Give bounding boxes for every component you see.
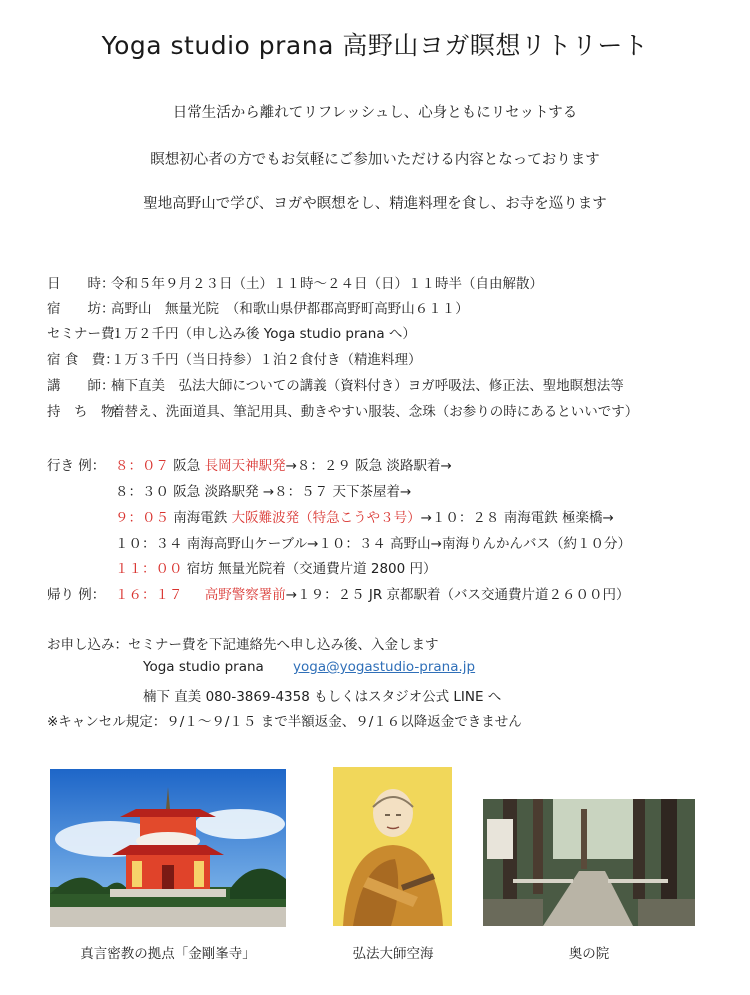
- route-time: １６：１７: [115, 587, 183, 603]
- detail-lodging: [47, 297, 469, 317]
- route-go-2: [115, 480, 411, 500]
- detail-instructor: [47, 374, 624, 394]
- detail-value: 着替え、洗面道具、筆記用具、動きやすい服装、念珠（お参りの時にあるといいです）: [111, 404, 639, 420]
- okunoin-image: [483, 799, 695, 926]
- photo-okunoin: [483, 799, 695, 926]
- detail-label: 講 師：: [47, 378, 115, 394]
- studio-name: Yoga studio prana: [143, 659, 264, 675]
- route-back: [47, 583, 630, 603]
- detail-label: 持 ち 物：: [47, 404, 128, 420]
- route-go-5: [115, 557, 437, 577]
- route-text: １０：３４ 南海高野山ケーブル→１０：３４ 高野山→南海りんかんバス（約１０分）: [115, 536, 631, 552]
- route-text: ８：３０ 阪急 淡路駅発 →８：５７ 天下茶屋着→: [115, 484, 412, 500]
- page-title: Yoga studio prana 高野山ヨガ瞑想リトリート: [101, 31, 649, 60]
- apply-line: お申し込み：セミナー費を下記連絡先へ申し込み後、入金します: [47, 637, 439, 653]
- route-text: 宿坊 無量光院着（交通費片道 2800 円）: [186, 561, 437, 577]
- kukai-portrait-image: [333, 767, 452, 926]
- detail-date: [47, 272, 543, 292]
- route-station: 長岡天神駅発: [204, 458, 286, 474]
- route-back-label: 帰り 例：: [47, 587, 106, 603]
- route-station: 大阪難波発（特急こうや３号）: [231, 510, 421, 526]
- detail-label: 日 時：: [47, 276, 115, 292]
- route-station: 高野警察署前: [204, 587, 286, 603]
- pagoda-image: [50, 769, 286, 927]
- detail-value: 高野山 無量光院 （和歌山県伊都郡高野町高野山６１１）: [111, 301, 469, 317]
- route-time: １１：００: [115, 561, 183, 577]
- caption-kukai: 弘法大師空海: [352, 946, 434, 962]
- detail-label: セミナー費：: [47, 326, 128, 342]
- route-time: ８：０７: [115, 458, 169, 474]
- route-text: →１９：２５ JR 京都駅着（バス交通費片道２６００円）: [285, 587, 630, 603]
- detail-seminar-fee: [47, 322, 416, 342]
- route-time: ９：０５: [115, 510, 169, 526]
- detail-label: 宿 坊：: [47, 301, 115, 317]
- route-go-label: 行き 例：: [47, 458, 106, 474]
- lead-line-3: 聖地高野山で学び、ヨガや瞑想をし、精進料理を食し、お寺を巡ります: [143, 196, 607, 212]
- apply-studio-line: [143, 659, 475, 675]
- route-go-3: [115, 506, 614, 526]
- detail-label: 宿 食 費：: [47, 352, 119, 368]
- detail-value: １万２千円（申し込み後 Yoga studio prana へ）: [111, 326, 416, 342]
- route-text: →１０：２８ 南海電鉄 極楽橋→: [420, 510, 614, 526]
- route-text: →８：２９ 阪急 淡路駅着→: [285, 458, 452, 474]
- contact-line: 楠下 直美 080-3869-4358 もしくはスタジオ公式 LINE へ: [143, 689, 502, 705]
- detail-belongings: [47, 400, 638, 420]
- detail-value: 楠下直美 弘法大師についての講義（資料付き）ヨガ呼吸法、修正法、聖地瞑想法等: [111, 378, 624, 394]
- route-go-4: [115, 532, 631, 552]
- photo-kukai: [333, 767, 452, 926]
- lead-line-1: 日常生活から離れてリフレッシュし、心身ともにリセットする: [172, 105, 578, 121]
- email-link[interactable]: yoga@yogastudio-prana.jp: [293, 659, 476, 675]
- detail-value: 令和５年９月２３日（土）１１時～２４日（日）１１時半（自由解散）: [111, 276, 543, 292]
- detail-meal-fee: [47, 348, 422, 368]
- detail-value: １万３千円（当日持参）１泊２食付き（精進料理）: [111, 352, 422, 368]
- route-go-1: [47, 454, 452, 474]
- cancel-policy: ※キャンセル規定：９/１～９/１５ まで半額返金、９/１６以降返金できません: [47, 714, 522, 730]
- caption-okunoin: 奥の院: [568, 946, 610, 962]
- route-text: 阪急: [173, 458, 201, 474]
- lead-line-2: 瞑想初心者の方でもお気軽にご参加いただける内容となっております: [150, 152, 600, 168]
- photo-konpon-daito: [50, 769, 286, 927]
- route-text: 南海電鉄: [173, 510, 228, 526]
- caption-konpon-daito: 真言密教の拠点「金剛峯寺」: [80, 946, 256, 962]
